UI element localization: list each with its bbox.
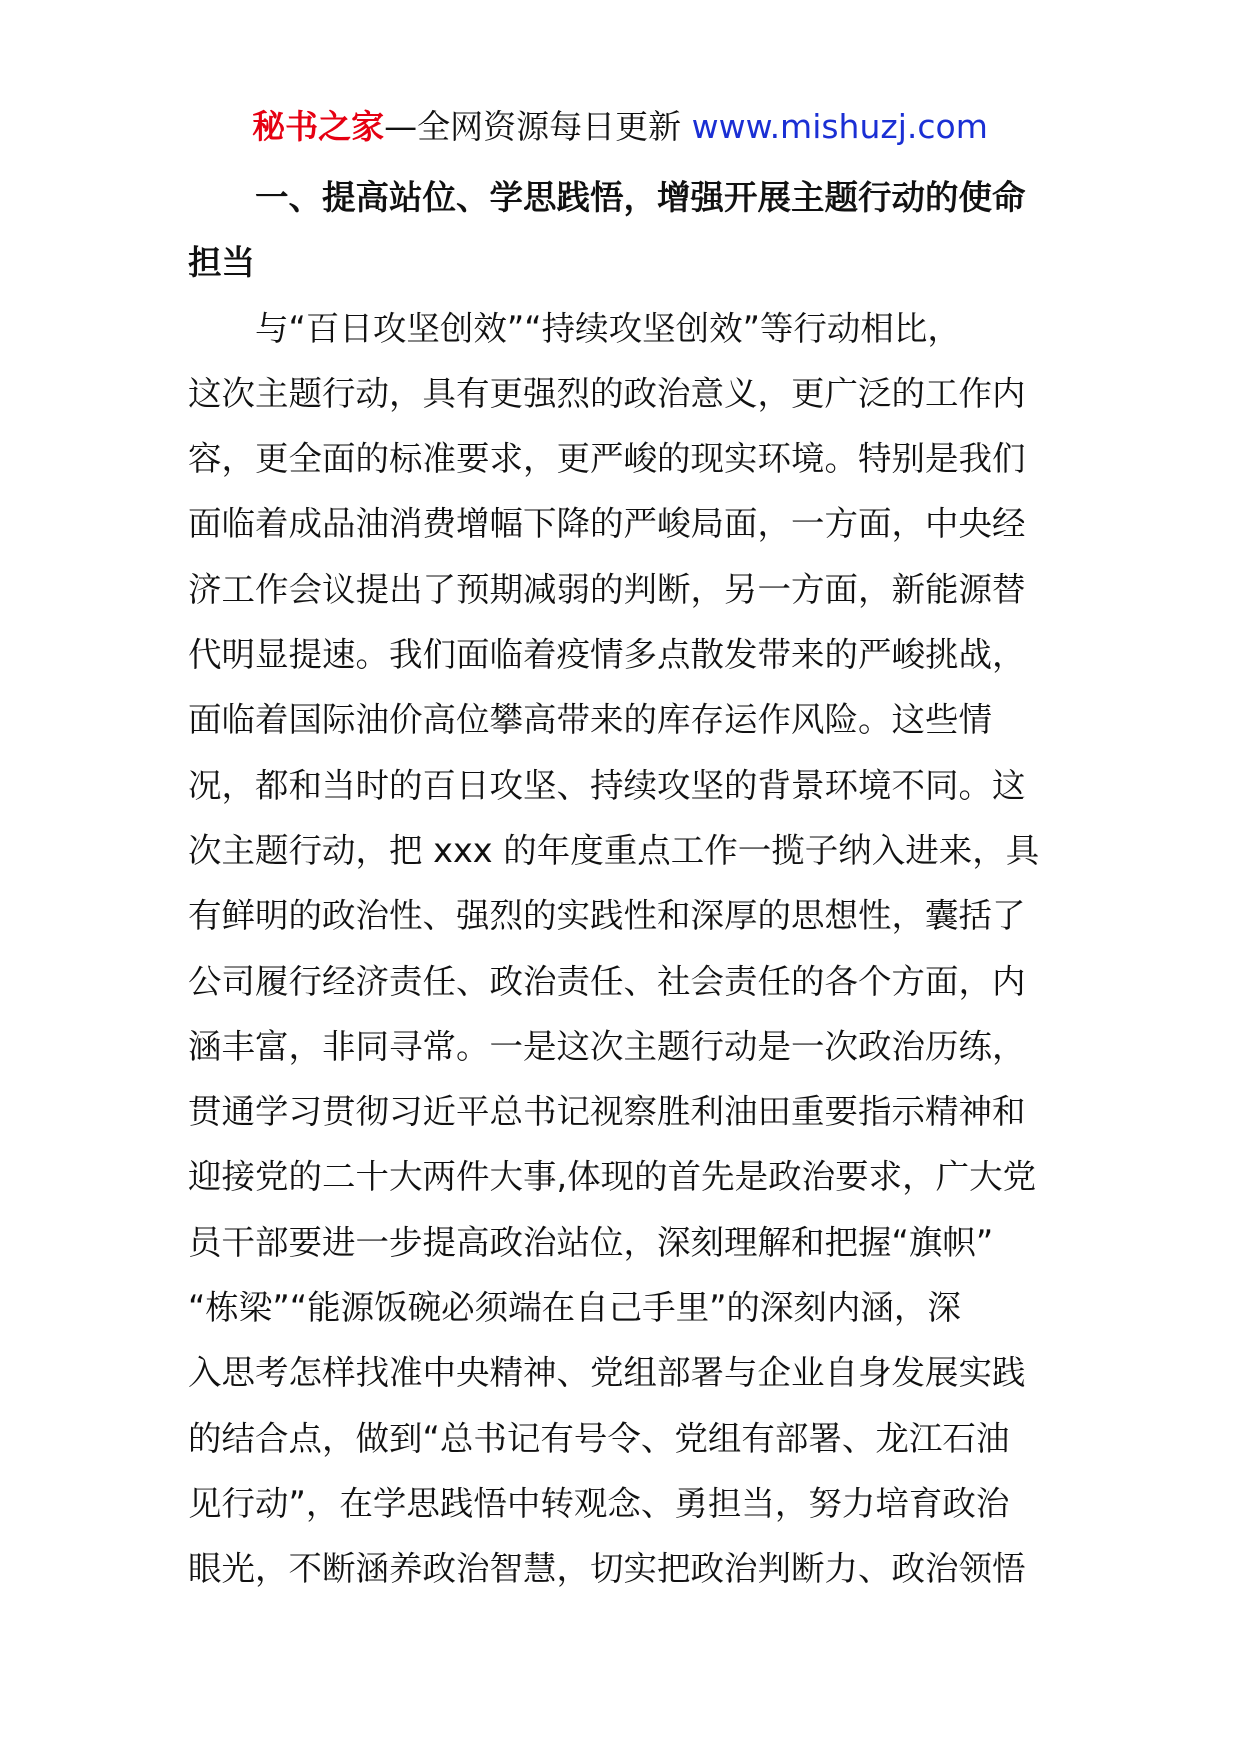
paragraph-line: 见行动”，在学思践悟中转观念、勇担当，努力培育政治 — [188, 1483, 1010, 1523]
paragraph-line: 员干部要进一步提高政治站位，深刻理解和把握“旗帜” — [188, 1222, 994, 1262]
paragraph-line: 的结合点，做到“总书记有号令、党组有部署、龙江石油 — [188, 1418, 1010, 1458]
paragraph-line: 贯通学习贯彻习近平总书记视察胜利油田重要指示精神和 — [188, 1092, 1026, 1132]
document-body — [188, 165, 1058, 1602]
paragraph-line: 容，更全面的标准要求，更严峻的现实环境。特别是我们 — [188, 439, 1026, 479]
section-heading — [188, 165, 1058, 296]
paragraph-line: 涵丰富，非同寻常。一是这次主题行动是一次政治历练， — [188, 1026, 1026, 1066]
paragraph-line: 入思考怎样找准中央精神、党组部署与企业自身发展实践 — [188, 1353, 1026, 1393]
paragraph-line: 济工作会议提出了预期减弱的判断，另一方面，新能源替 — [188, 569, 1026, 609]
heading-line: 担当 — [188, 243, 255, 283]
paragraph-line: 面临着成品油消费增幅下降的严峻局面，一方面，中央经 — [188, 504, 1026, 544]
heading-line: 一、提高站位、学思践悟，增强开展主题行动的使命 — [255, 178, 1026, 217]
site-brand: 秘书之家 — [252, 107, 385, 146]
paragraph-line: 迎接党的二十大两件大事,体现的首先是政治要求，广大党 — [188, 1157, 1037, 1197]
paragraph-line: 公司履行经济责任、政治责任、社会责任的各个方面，内 — [188, 961, 1026, 1001]
paragraph — [188, 296, 1058, 1602]
paragraph-line: 眼光，不断涵养政治智慧，切实把政治判断力、政治领悟 — [188, 1549, 1026, 1589]
paragraph-line: 这次主题行动，具有更强烈的政治意义，更广泛的工作内 — [188, 373, 1026, 413]
paragraph-line: 与“百日攻坚创效”“持续攻坚创效”等行动相比， — [255, 308, 961, 348]
paragraph-line: 次主题行动，把 xxx 的年度重点工作一揽子纳入进来，具 — [188, 830, 1040, 870]
paragraph-line: 代明显提速。我们面临着疫情多点散发带来的严峻挑战， — [188, 635, 1026, 675]
site-header — [0, 103, 1240, 151]
site-slogan: —全网资源每日更新 — [384, 107, 682, 146]
paragraph-line: 面临着国际油价高位攀高带来的库存运作风险。这些情 — [188, 700, 992, 740]
paragraph-line: “栋梁”“能源饭碗必须端在自己手里”的深刻内涵，深 — [188, 1288, 961, 1328]
site-url-link[interactable]: www.mishuzj.com — [691, 107, 988, 146]
paragraph-line: 有鲜明的政治性、强烈的实践性和深厚的思想性，囊括了 — [188, 896, 1026, 936]
paragraph-line: 况，都和当时的百日攻坚、持续攻坚的背景环境不同。这 — [188, 765, 1026, 805]
